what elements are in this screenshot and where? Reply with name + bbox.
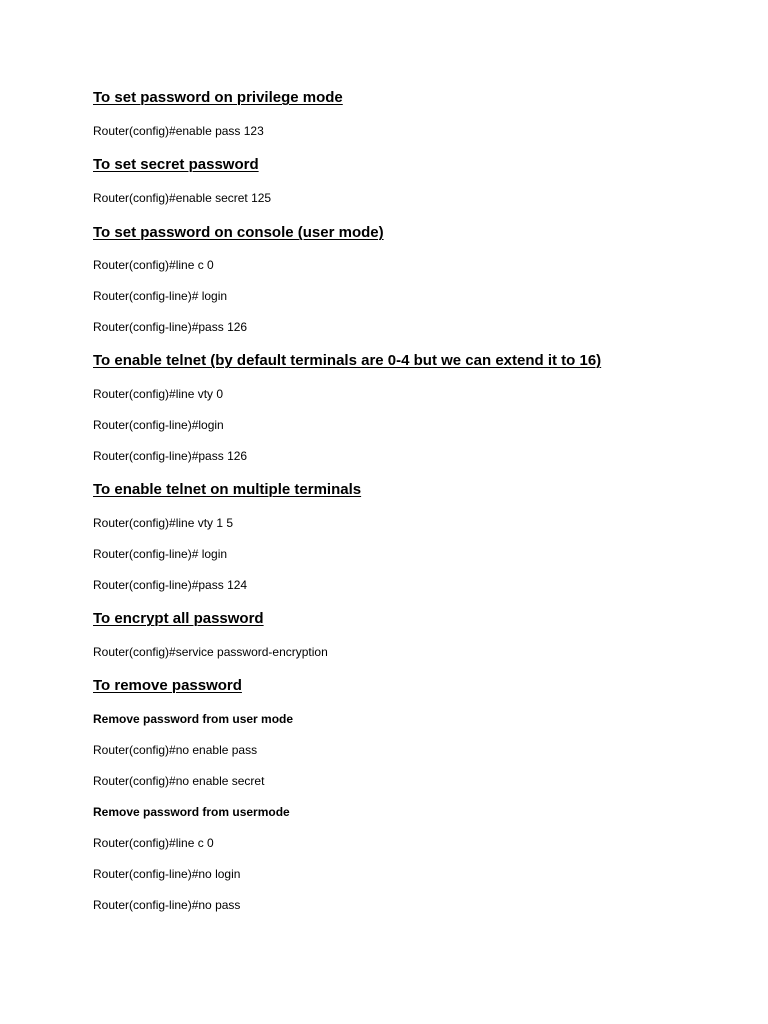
command-line: Router(config)#enable secret 125 bbox=[93, 191, 272, 205]
subheading-line: Remove password from user mode bbox=[93, 712, 294, 726]
heading-secret-password: To set secret password bbox=[93, 156, 259, 173]
subheading-line: Remove password from usermode bbox=[93, 805, 290, 819]
command-line: Router(config-line)#pass 126 bbox=[93, 449, 248, 463]
heading-enable-telnet: To enable telnet (by default terminals are 0-4 but we can extend it to 16) bbox=[93, 352, 602, 369]
heading-remove-password: To remove password bbox=[93, 677, 242, 694]
command-line: Router(config)#line c 0 bbox=[93, 258, 214, 272]
command-line: Router(config-line)# login bbox=[93, 547, 228, 561]
heading-privilege-mode: To set password on privilege mode bbox=[93, 89, 343, 106]
heading-console-password: To set password on console (user mode) bbox=[93, 224, 384, 241]
heading-telnet-multiple-terminals: To enable telnet on multiple terminals bbox=[93, 481, 362, 498]
command-line: Router(config)#service password-encryption bbox=[93, 645, 328, 659]
command-line: Router(config)#line vty 0 bbox=[93, 387, 224, 401]
command-line: Router(config-line)#pass 124 bbox=[93, 578, 248, 592]
command-line: Router(config-line)#no login bbox=[93, 867, 241, 881]
command-line: Router(config-line)#no pass bbox=[93, 898, 241, 912]
heading-encrypt-password: To encrypt all password bbox=[93, 610, 264, 627]
command-line: Router(config-line)#login bbox=[93, 418, 224, 432]
command-line: Router(config)#enable pass 123 bbox=[93, 124, 264, 138]
command-line: Router(config-line)# login bbox=[93, 289, 228, 303]
command-line: Router(config)#no enable pass bbox=[93, 743, 258, 757]
command-line: Router(config)#no enable secret bbox=[93, 774, 265, 788]
command-line: Router(config)#line c 0 bbox=[93, 836, 214, 850]
command-line: Router(config-line)#pass 126 bbox=[93, 320, 248, 334]
command-line: Router(config)#line vty 1 5 bbox=[93, 516, 234, 530]
